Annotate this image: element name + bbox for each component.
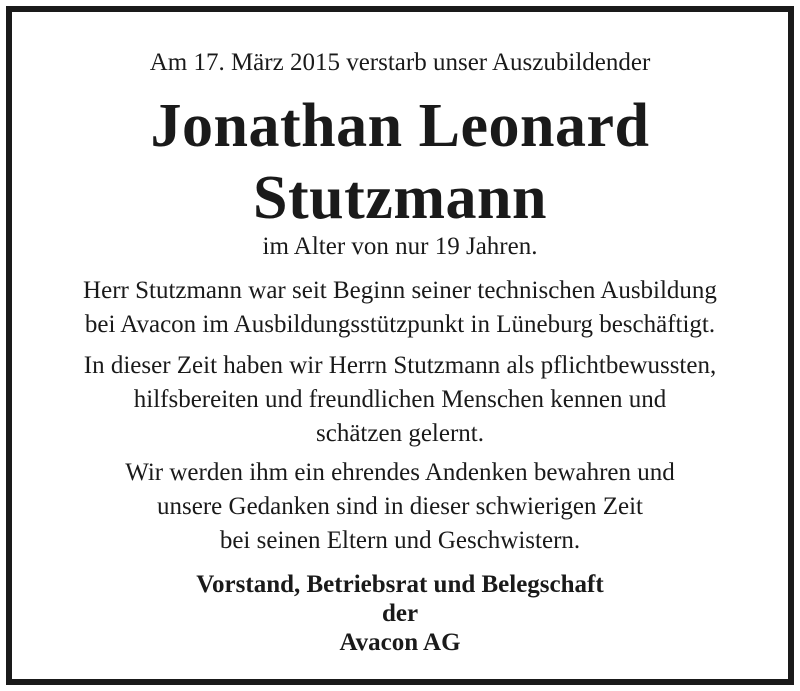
paragraph-line: unsere Gedanken sind in dieser schwierigen Zeit — [157, 493, 643, 520]
paragraph-line: bei seinen Eltern und Geschwistern. — [219, 527, 581, 554]
paragraph-condolence — [12, 456, 788, 558]
name-line-1: Jonathan Leonard — [150, 92, 650, 160]
name-line-2: Stutzmann — [253, 164, 547, 232]
paragraph-line: schätzen gelernt. — [316, 420, 484, 447]
signature-block — [12, 570, 788, 657]
paragraph-apprenticeship — [12, 274, 788, 342]
signature-line: der — [381, 600, 419, 627]
signature-line: Vorstand, Betriebsrat und Belegschaft — [196, 571, 604, 598]
paragraph-line: In dieser Zeit haben wir Herrn Stutzmann als pflichtbewussten, — [83, 352, 717, 379]
signature-line: Avacon AG — [339, 629, 461, 656]
obituary-notice — [6, 6, 794, 685]
intro-line: Am 17. März 2015 verstarb unser Auszubildender — [149, 49, 651, 76]
age-line: im Alter von nur 19 Jahren. — [262, 233, 538, 260]
paragraph-line: Herr Stutzmann war seit Beginn seiner technischen Ausbildung — [83, 277, 717, 304]
paragraph-line: hilfsbereiten und freundlichen Menschen kennen und — [133, 386, 667, 413]
paragraph-line: Wir werden ihm ein ehrendes Andenken bewahren und — [125, 459, 675, 486]
paragraph-character — [12, 349, 788, 451]
deceased-name — [12, 90, 788, 234]
paragraph-line: bei Avacon im Ausbildungsstützpunkt in Lüneburg beschäftigt. — [84, 311, 716, 338]
